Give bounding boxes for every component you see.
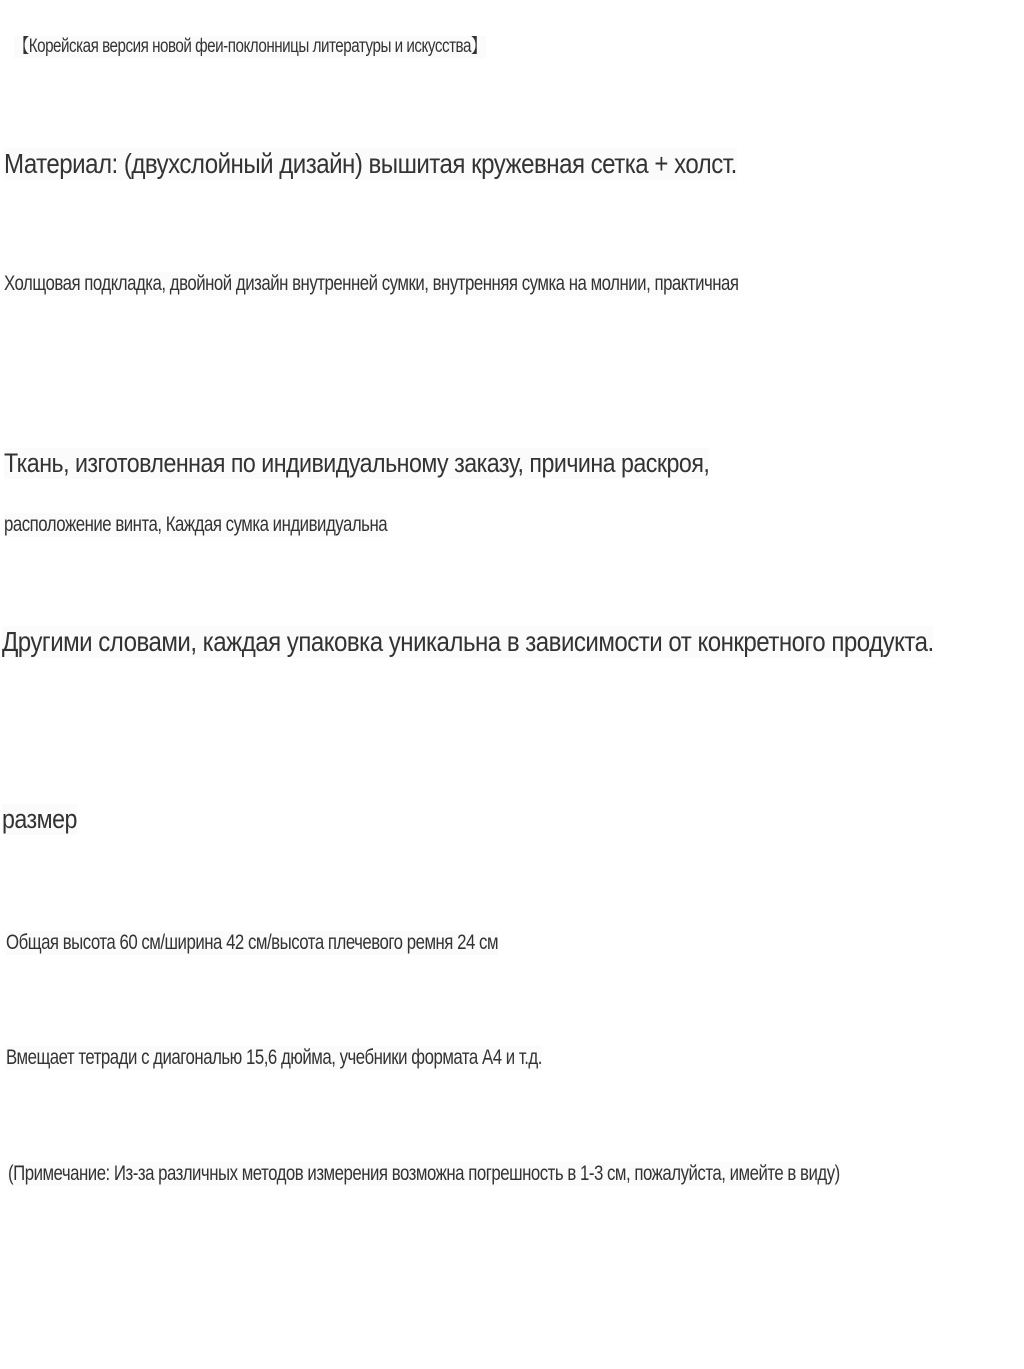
fabric-text-line1: Ткань, изготовленная по индивидуальному заказу, причина раскроя, <box>4 448 710 478</box>
dimensions-text: Общая высота 60 см/ширина 42 см/высота плечевого ремня 24 см <box>6 931 499 954</box>
capacity-text: Вмещает тетради с диагональю 15,6 дюйма, учебники формата А4 и т.д. <box>6 1046 542 1069</box>
heading-text: 【Корейская версия новой феи-поклонницы литературы и искусства】 <box>14 36 486 57</box>
unique-text: Другими словами, каждая упаковка уникальна в зависимости от конкретного продукта. <box>2 626 934 657</box>
size-heading: размер <box>2 804 77 834</box>
material-text: Материал: (двухслойный дизайн) вышитая кружевная сетка + холст. <box>4 148 737 179</box>
note-text: (Примечание: Из-за различных методов измерения возможна погрешность в 1-3 см, пожалуйста, имейте в виду) <box>8 1162 840 1185</box>
lining-text: Холщовая подкладка, двойной дизайн внутренней сумки, внутренняя сумка на молнии, практичная <box>4 272 739 295</box>
fabric-text-line2: расположение винта, Каждая сумка индивидуальна <box>4 513 388 536</box>
